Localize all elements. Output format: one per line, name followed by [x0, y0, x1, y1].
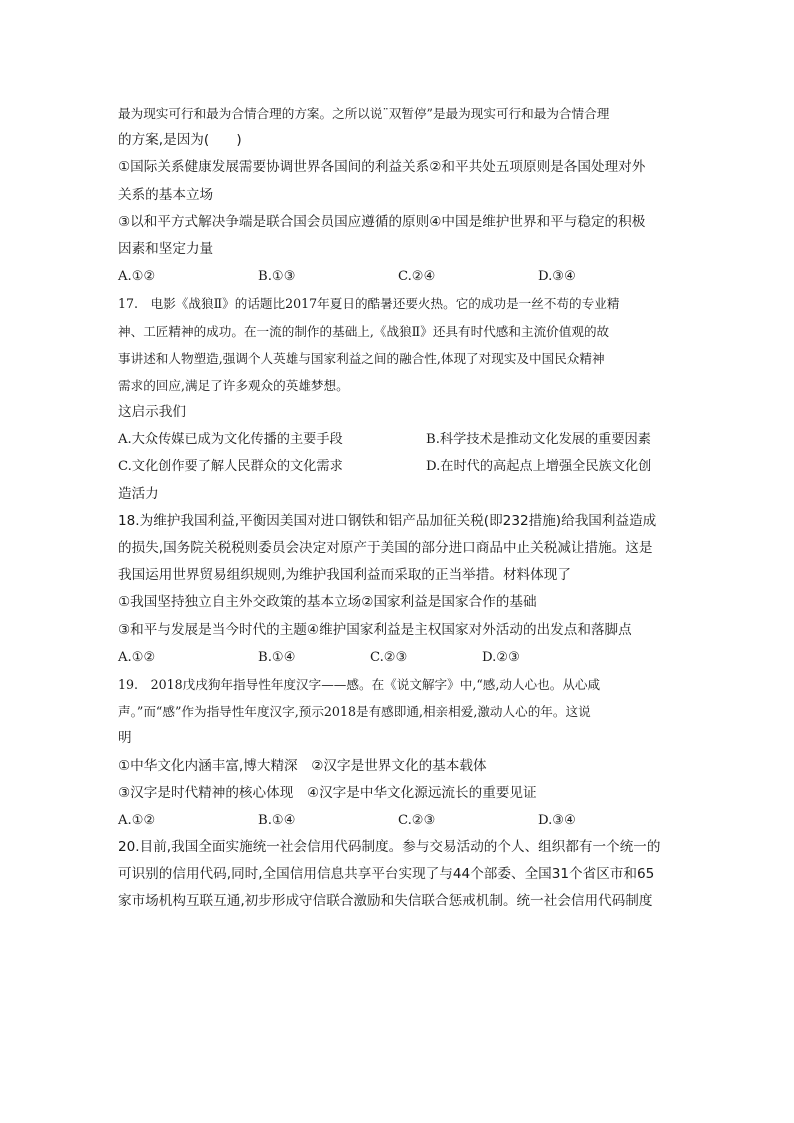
q17-stem-line-2: 神、工匠精神的成功。在一流的制作的基础上,《战狼Ⅱ》还具有时代感和主流价值观的故 [118, 323, 610, 339]
q18-statement-1: ①我国坚持独立自主外交政策的基本立场②国家利益是国家合作的基础 [118, 594, 537, 611]
q16-statement-1: ①国际关系健康发展需要协调世界各国间的利益关系②和平共处五项原则是各国处理对外 [118, 159, 646, 176]
q19-stem-line-3: 明 [118, 730, 132, 747]
q19-option-c: C.②③ [398, 812, 436, 828]
q19-options [118, 807, 678, 834]
q16-stem-line-1: 最为现实可行和最为合情合理的方案。之所以说¨双暂停”是最为现实可行和最为合情合理 [118, 106, 610, 121]
q17-stem-line-4: 需求的回应,满足了许多观众的英雄梦想。 [118, 377, 349, 393]
q20-stem-line-2: 可识别的信用代码,同时,全国信用信息共享平台实现了与44个部委、全国31个省区市和65 [118, 866, 655, 883]
q19-option-d: D.③④ [538, 812, 576, 828]
q19-option-b: B.①④ [258, 812, 296, 828]
q20-stem-line-3: 家市场机构互联互通,初步形成守信联合激励和失信联合惩戒机制。统一社会信用代码制度 [118, 893, 653, 910]
q16-option-d: D.③④ [538, 269, 576, 285]
q18-statement-2: ③和平与发展是当今时代的主题④维护国家利益是主权国家对外活动的出发点和落脚点 [118, 621, 632, 638]
q17-options-row-1 [118, 426, 678, 453]
q16-option-a: A.①② [118, 269, 156, 285]
q17-option-b: B.科学技术是推动文化发展的重要因素 [426, 432, 651, 448]
q16-option-c: C.②④ [398, 269, 436, 285]
q19-statement-2: ③汉字是时代精神的核心体现 ④汉字是中华文化源远流长的重要见证 [118, 784, 537, 801]
q18-stem-line-2: 的损失,国务院关税税则委员会决定对原产于美国的部分进口商品中止关税减让措施。这是 [118, 540, 653, 556]
q19-stem-line-1: 19. 2018戊戌狗年指导性年度汉字——感。在《说文解字》中,“感,动人心也。从心咸 [118, 676, 601, 692]
q17-option-d: D.在时代的高起点上增强全民族文化创 [426, 459, 652, 475]
q16-stem-line-2: 的方案,是因为( ) [118, 132, 242, 149]
q17-stem-line-1: 17. 电影《战狼Ⅱ》的话题比2017年夏日的酷暑还要火热。它的成功是一丝不苟的专业精 [118, 296, 620, 312]
q18-option-a: A.①② [118, 649, 156, 665]
q16-statement-1-cont: 关系的基本立场 [118, 186, 214, 203]
q17-option-d-cont: 造活力 [118, 485, 159, 502]
q17-option-c: C.文化创作要了解人民群众的文化需求 [118, 459, 343, 475]
q17-prompt: 这启示我们 [118, 404, 186, 421]
q18-option-c: C.②③ [370, 649, 408, 665]
q16-statement-2: ③以和平方式解决争端是联合国会员国应遵循的原则④中国是维护世界和平与稳定的积极 [118, 213, 646, 230]
q20-stem-line-1: 20.目前,我国全面实施统一社会信用代码制度。参与交易活动的个人、组织都有一个统一的 [118, 839, 661, 856]
q17-option-a: A.大众传媒已成为文化传播的主要手段 [118, 432, 343, 448]
q18-stem-line-3: 我国运用世界贸易组织规则,为维护我国利益而采取的正当举措。材料体现了 [118, 567, 571, 584]
q18-option-b: B.①④ [258, 649, 296, 665]
q16-option-b: B.①③ [258, 269, 296, 285]
document-content [118, 100, 678, 916]
q19-statement-1: ①中华文化内涵丰富,博大精深 ②汉字是世界文化的基本载体 [118, 757, 487, 774]
q19-stem-line-2: 声。”而“感”作为指导性年度汉字,预示2018是有感即通,相亲相爱,激动人心的年。这说 [118, 704, 591, 720]
q18-options [118, 644, 678, 671]
q17-options-row-2 [118, 453, 678, 480]
q17-stem-line-3: 事讲述和人物塑造,强调个人英雄与国家利益之间的融合性,体现了对现实及中国民众精神 [118, 350, 605, 366]
q16-options [118, 263, 678, 290]
q19-option-a: A.①② [118, 812, 156, 828]
q18-stem-line-1: 18.为维护我国利益,平衡因美国对进口钢铁和铝产品加征关税(即232措施)给我国利益造成 [118, 512, 657, 529]
q16-statement-2-cont: 因素和坚定力量 [118, 240, 214, 257]
q18-option-d: D.②③ [482, 649, 520, 665]
